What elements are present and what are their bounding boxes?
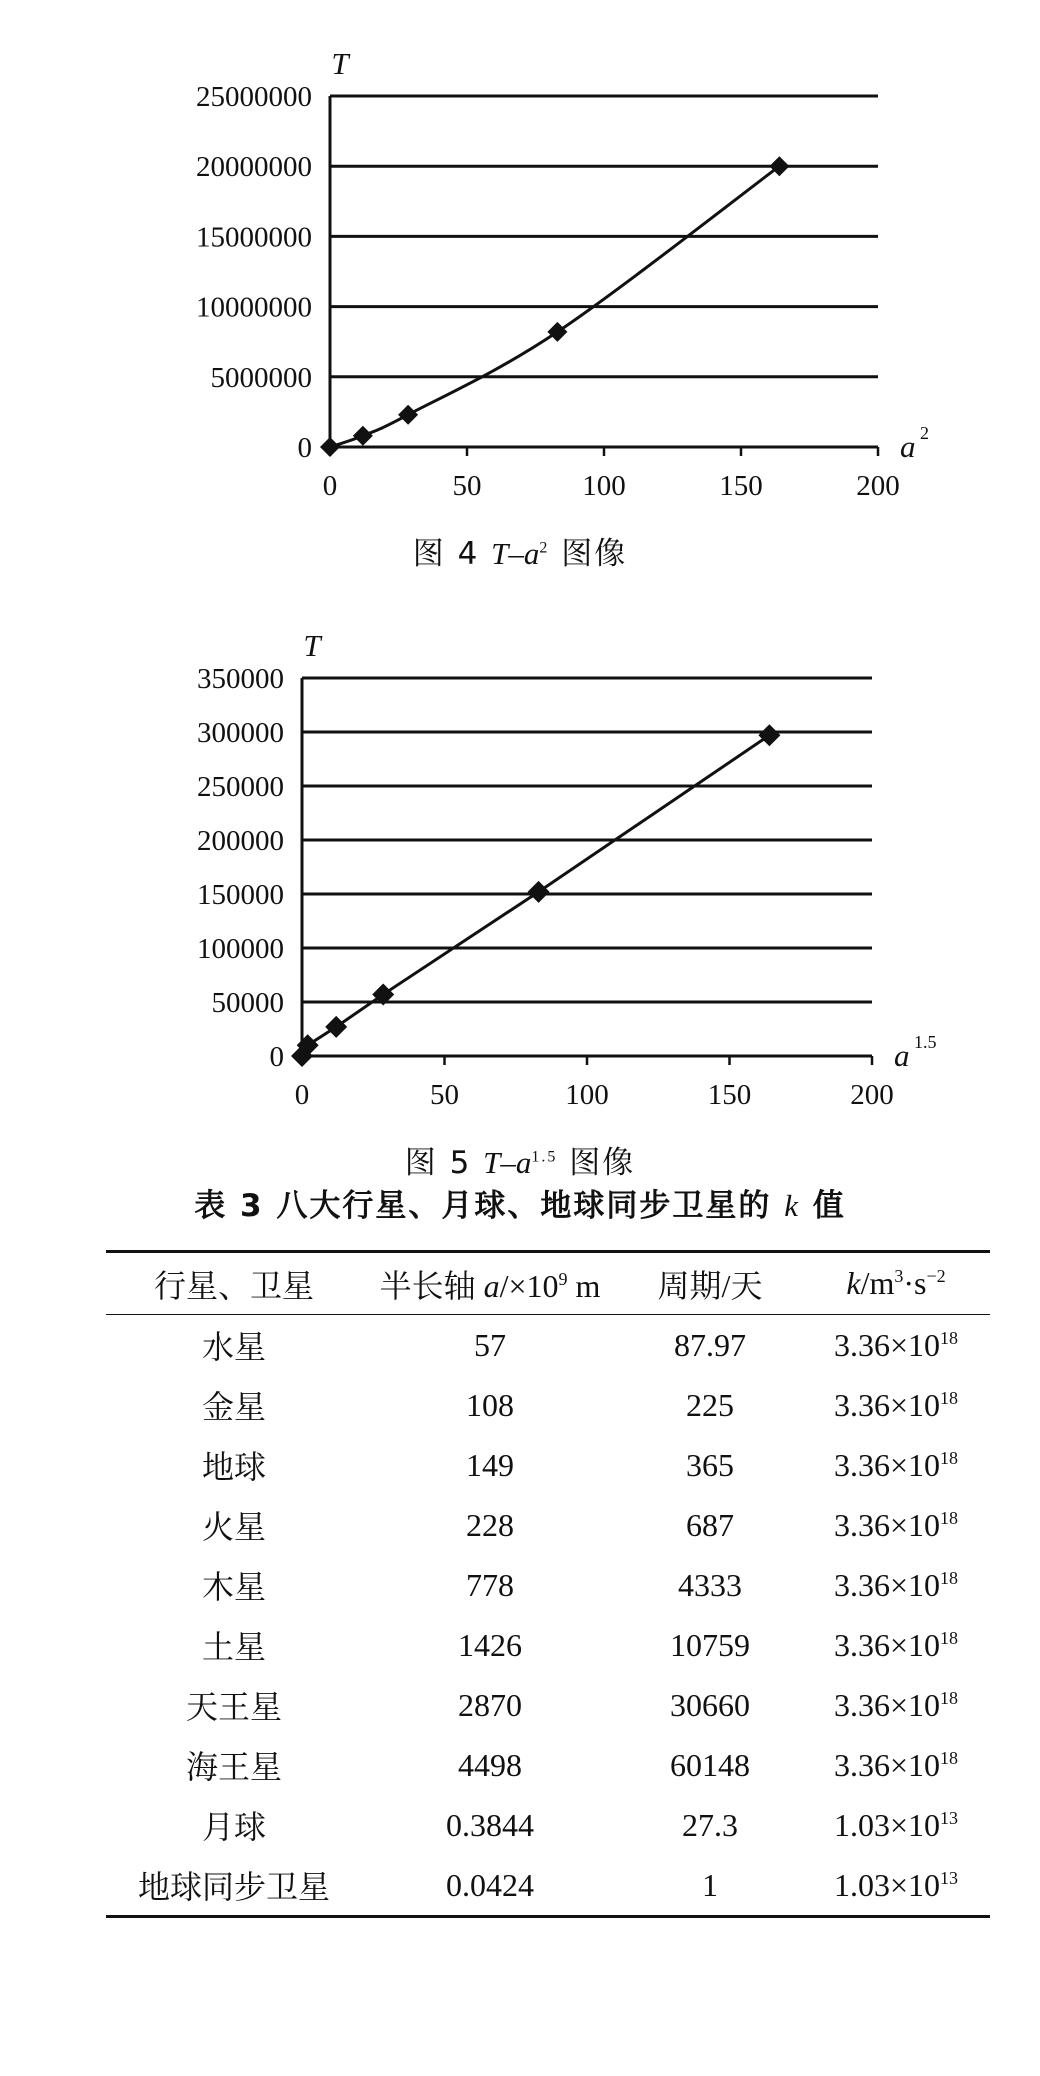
header-semi-major-axis [362,1252,618,1315]
row-period: 225 [686,1386,734,1423]
row-k-base: 1.03×10 [833,1806,941,1843]
row-k [802,1555,990,1615]
row-a: 1426 [458,1626,522,1663]
table-title-main: 八大行星、月球、地球同步卫星的 [276,1188,772,1224]
row-k-base: 3.36×10 [833,1686,941,1723]
row-name: 土星 [201,1629,266,1665]
y-axis-title: T [303,628,321,663]
header-c2-var: a [483,1267,500,1304]
row-period: 10759 [670,1626,750,1663]
x-tick-label: 100 [582,470,626,502]
row-period: 60148 [670,1746,750,1783]
y-tick-label: 250000 [197,771,284,803]
x-axis-title: a [894,1038,910,1073]
row-k [802,1315,990,1376]
data-point-marker [325,1016,347,1038]
figure-4-caption-suffix: 图像 [561,536,628,572]
y-tick-label: 0 [269,1041,284,1073]
row-k [802,1615,990,1675]
table-3-title [0,1180,1040,1225]
data-point-marker [547,322,567,342]
y-tick-label: 100000 [197,933,284,965]
y-tick-label: 0 [297,432,312,464]
row-period: 1 [702,1866,718,1903]
row-k-exp: 18 [940,1627,959,1648]
figure-5-svg [0,610,1040,1140]
table-title-var: k [784,1188,800,1223]
table-row [106,1375,990,1435]
row-k-base: 3.36×10 [833,1626,941,1663]
x-tick-label: 150 [719,470,763,502]
row-k-base: 3.36×10 [833,1386,941,1423]
figure-4-svg [0,0,1040,530]
x-tick-label: 100 [565,1079,609,1111]
row-period: 365 [686,1446,734,1483]
y-tick-label: 150000 [197,879,284,911]
y-tick-label: 350000 [197,663,284,695]
header-c4-sup1: 3 [894,1266,904,1286]
row-name: 火星 [201,1509,266,1545]
x-axis-title-sup: 1.5 [914,1032,937,1052]
table-header-row [106,1252,990,1315]
row-k-exp: 18 [940,1567,959,1588]
planet-k-table [106,1250,990,1918]
figure-5-caption [0,1137,1040,1182]
table-row [106,1795,990,1855]
figure-5-caption-var: T–a [483,1145,532,1180]
row-k [802,1735,990,1795]
table-row [106,1735,990,1795]
row-k-exp: 18 [940,1387,959,1408]
figure-4-caption-prefix: 图 4 [412,536,480,572]
header-c2-mid: /×10 [499,1267,559,1304]
y-tick-label: 10000000 [196,291,312,324]
row-k-exp: 13 [940,1807,959,1828]
row-name: 天王星 [185,1689,282,1725]
row-period: 687 [686,1506,734,1543]
x-tick-label: 50 [430,1079,459,1111]
table-row [106,1675,990,1735]
table-row [106,1435,990,1495]
figure-4-caption-var: T–a [491,536,540,571]
y-tick-label: 50000 [211,987,284,1019]
row-name: 水星 [201,1329,266,1365]
data-point-marker [398,405,418,425]
row-k-exp: 18 [940,1747,959,1768]
row-a: 149 [466,1446,514,1483]
row-k-base: 3.36×10 [833,1566,941,1603]
x-axis-title: a [900,429,916,464]
figure-4-chart [0,0,1040,530]
figure-4-caption-sup: 2 [539,539,550,557]
y-tick-label: 200000 [197,825,284,857]
row-a: 0.0424 [446,1866,534,1903]
row-a: 0.3844 [446,1806,534,1843]
y-axis-title: T [331,46,349,81]
header-c2-sup: 9 [558,1268,568,1289]
row-k [802,1435,990,1495]
data-point-marker [353,426,373,446]
header-k [802,1252,990,1315]
row-k-exp: 18 [940,1327,959,1348]
x-axis-title-sup: 2 [920,423,929,443]
row-k [802,1375,990,1435]
table-row [106,1555,990,1615]
header-period: 周期/天 [657,1267,763,1304]
row-period: 30660 [670,1686,750,1723]
row-period: 4333 [678,1566,742,1603]
row-a: 108 [466,1386,514,1423]
row-k [802,1855,990,1917]
y-tick-label: 5000000 [210,361,312,394]
row-name: 海王星 [185,1749,282,1785]
row-a: 4498 [458,1746,522,1783]
data-point-marker [758,724,780,746]
y-tick-label: 20000000 [196,151,312,184]
table-row [106,1315,990,1376]
data-point-marker [528,881,550,903]
row-name: 地球 [201,1449,266,1485]
row-a: 57 [474,1326,506,1363]
row-period: 87.97 [674,1326,746,1363]
row-a: 2870 [458,1686,522,1723]
header-body: 行星、卫星 [153,1267,314,1304]
row-k-base: 3.36×10 [833,1746,941,1783]
figure-5-chart [0,610,1040,1140]
figure-5-caption-sup: 1.5 [531,1148,558,1166]
data-point-marker [320,437,340,457]
row-name: 地球同步卫星 [137,1869,330,1905]
header-c2-prefix: 半长轴 [379,1267,476,1304]
figure-5-caption-prefix: 图 5 [404,1145,472,1181]
x-tick-label: 200 [856,470,900,502]
row-k [802,1495,990,1555]
y-tick-label: 25000000 [196,81,312,113]
row-k-base: 3.36×10 [833,1506,941,1543]
table-row [106,1495,990,1555]
row-k-exp: 18 [940,1507,959,1528]
table-row [106,1615,990,1675]
row-a: 778 [466,1566,514,1603]
x-tick-label: 50 [452,470,482,502]
table-title-suffix: 值 [812,1188,846,1224]
x-tick-label: 150 [707,1079,752,1111]
x-tick-label: 200 [850,1079,894,1111]
row-name: 木星 [201,1569,266,1605]
row-k-exp: 18 [940,1447,959,1468]
y-tick-label: 15000000 [196,221,312,254]
row-k-exp: 13 [940,1867,959,1888]
header-c4-unit2: ·s [903,1265,927,1301]
header-c2-unit: m [567,1267,601,1304]
row-name: 月球 [201,1809,266,1845]
x-tick-label: 0 [322,470,338,502]
row-period: 27.3 [682,1806,738,1843]
row-k [802,1675,990,1735]
figure-5-caption-suffix: 图像 [569,1145,636,1181]
row-k-base: 3.36×10 [833,1446,941,1483]
row-k-base: 1.03×10 [833,1866,941,1903]
figure-4-caption [0,528,1040,573]
row-k-base: 3.36×10 [833,1326,941,1363]
header-c4-sup2: −2 [926,1266,946,1286]
row-name: 金星 [201,1389,266,1425]
row-a: 228 [466,1506,514,1543]
header-c4-var: k [846,1265,861,1301]
table-title-prefix: 表 3 [194,1188,264,1224]
y-tick-label: 300000 [197,717,284,749]
row-k [802,1795,990,1855]
header-c4-unit1: /m [860,1265,895,1301]
x-tick-label: 0 [294,1079,310,1111]
row-k-exp: 18 [940,1687,959,1708]
table-row [106,1855,990,1917]
